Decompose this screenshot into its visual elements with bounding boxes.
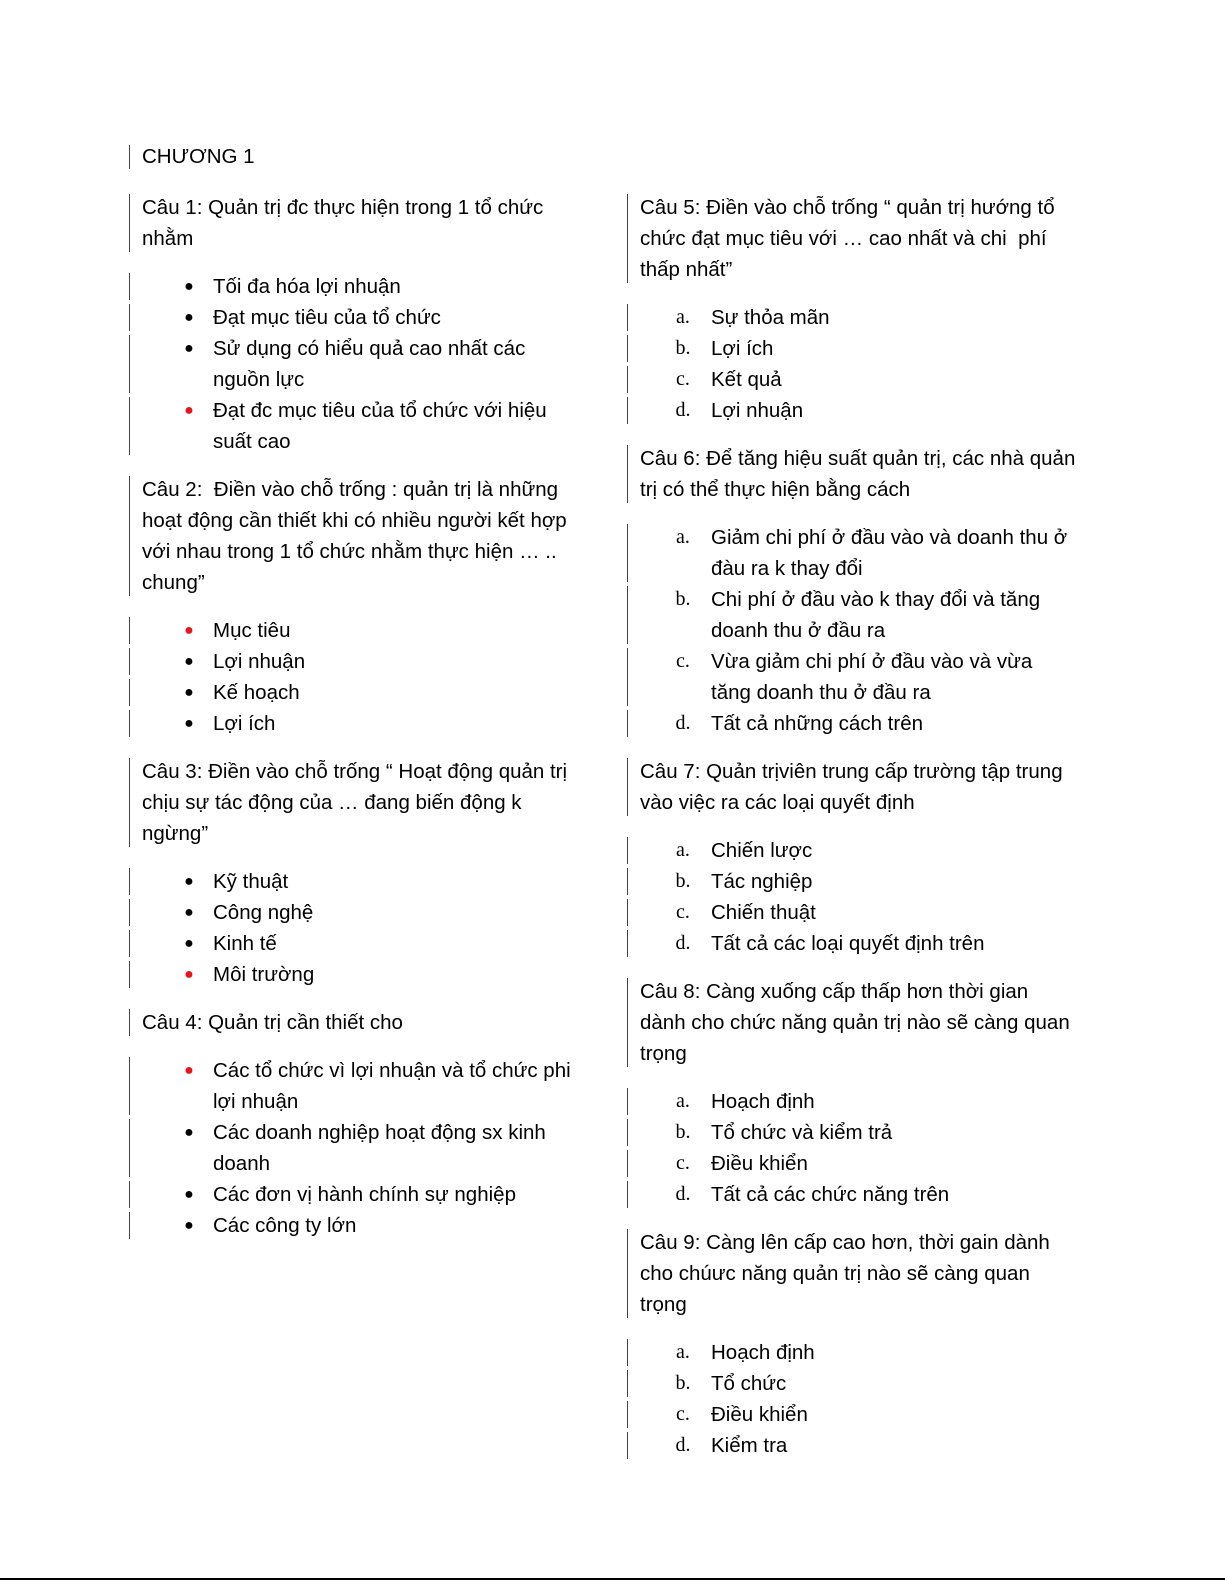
answer-option [129, 866, 579, 897]
question-text: Câu 3: Điền vào chỗ trống “ Hoạt động quản trị chịu sự tác động của … đang biến động k ngừng” [129, 756, 579, 849]
option-letter: a. [676, 1090, 690, 1112]
option-letter: b. [675, 1372, 691, 1394]
question-block [129, 1007, 579, 1241]
answer-option-text: Đạt đc mục tiêu của tổ chức với hiệu suất cao [213, 399, 547, 453]
answer-option [129, 708, 579, 739]
option-letter: b. [675, 870, 691, 892]
answer-option-text: Các đơn vị hành chính sự nghiệp [213, 1183, 516, 1206]
answer-option [627, 897, 1077, 928]
bullet-icon: ● [184, 309, 194, 326]
answer-option [129, 677, 579, 708]
answer-option-text: Tác nghiệp [711, 870, 813, 893]
bullet-icon: ● [184, 1186, 194, 1203]
bullet-icon: ● [184, 653, 194, 670]
question-text: Câu 7: Quản trịviên trung cấp trường tập trung vào việc ra các loại quyết định [627, 756, 1077, 818]
answer-option [627, 866, 1077, 897]
answer-option [627, 522, 1077, 584]
answer-option [129, 897, 579, 928]
bullet-icon: ● [184, 402, 194, 419]
answer-option-text: Kết quả [711, 368, 782, 391]
option-letter: d. [675, 399, 691, 421]
answer-option-text: Các tổ chức vì lợi nhuận và tổ chức phi lợi nhuận [213, 1059, 571, 1113]
answer-option-text: Sử dụng có hiểu quả cao nhất các nguồn lực [213, 337, 526, 391]
answer-option [627, 584, 1077, 646]
answer-option-text: Tất cả các loại quyết định trên [711, 932, 985, 955]
answer-option [627, 646, 1077, 708]
option-letter: a. [676, 306, 690, 328]
question-text: Câu 6: Để tăng hiệu suất quản trị, các nhà quản trị có thể thực hiện bằng cách [627, 443, 1077, 505]
chapter-title: CHƯƠNG 1 [129, 143, 255, 171]
question-block [627, 192, 1077, 426]
bullet-icon: ● [184, 1217, 194, 1234]
question-block [627, 443, 1082, 739]
answer-option [627, 1430, 1077, 1461]
answer-option-text: Sự thỏa mãn [711, 306, 830, 329]
answer-option [627, 928, 1077, 959]
bullet-icon: ● [184, 873, 194, 890]
answer-options-list [627, 302, 1077, 426]
answer-option [627, 395, 1077, 426]
answer-option [627, 1399, 1077, 1430]
answer-option-text: Công nghệ [213, 901, 314, 924]
answer-option [129, 271, 579, 302]
bullet-icon: ● [184, 715, 194, 732]
answer-option [627, 1368, 1077, 1399]
answer-option-text: Chiến thuật [711, 901, 816, 924]
question-text: Câu 2: Điền vào chỗ trống : quản trị là những hoạt động cần thiết khi có nhiều người kết hợp với nhau trong 1 tổ chức nhằm thực hiện … .. chung” [129, 474, 579, 598]
answer-option-text: Lợi nhuận [213, 650, 306, 673]
bullet-icon: ● [184, 966, 194, 983]
answer-option [627, 708, 1077, 739]
answer-option-text: Lợi nhuận [711, 399, 804, 422]
answer-option [627, 835, 1077, 866]
answer-option [129, 1179, 579, 1210]
option-letter: b. [675, 1121, 691, 1143]
answer-option-text: Kiểm tra [711, 1434, 788, 1457]
answer-option-text: Lợi ích [711, 337, 774, 360]
bullet-icon: ● [184, 1124, 194, 1141]
question-block [627, 1227, 1077, 1461]
bullet-icon: ● [184, 622, 194, 639]
answer-option [129, 302, 579, 333]
question-block [627, 976, 1077, 1210]
answer-options-list [627, 522, 1077, 739]
option-letter: a. [676, 1341, 690, 1363]
answer-option-text: Mục tiêu [213, 619, 291, 642]
answer-option-text: Điều khiển [711, 1152, 808, 1175]
option-letter: a. [676, 526, 690, 548]
option-letter: c. [676, 368, 690, 390]
right-column [627, 192, 1082, 1478]
answer-options-list [129, 271, 579, 457]
bullet-icon: ● [184, 340, 194, 357]
option-letter: a. [676, 839, 690, 861]
option-letter: d. [675, 1183, 691, 1205]
answer-option [627, 1179, 1077, 1210]
question-block [627, 756, 1077, 959]
answer-option [627, 364, 1077, 395]
answer-option-text: Giảm chi phí ở đầu vào và doanh thu ở đàu ra k thay đổi [711, 526, 1068, 580]
left-column [129, 192, 579, 1258]
bullet-icon: ● [184, 278, 194, 295]
question-text: Câu 4: Quản trị cần thiết cho [129, 1007, 579, 1038]
answer-options-list [129, 615, 579, 739]
question-text: Câu 9: Càng lên cấp cao hơn, thời gain dành cho chúưc năng quản trị nào sẽ càng quan trọng [627, 1227, 1077, 1320]
answer-option-text: Điều khiển [711, 1403, 808, 1426]
answer-option [627, 1148, 1077, 1179]
answer-option [129, 333, 579, 395]
answer-options-list [627, 835, 1077, 959]
answer-option-text: Tổ chức và kiểm trả [711, 1121, 893, 1144]
question-text: Câu 5: Điền vào chỗ trống “ quản trị hướng tổ chức đạt mục tiêu với … cao nhất và chi phí thấp nhất” [627, 192, 1077, 285]
answer-option [129, 615, 579, 646]
bullet-icon: ● [184, 904, 194, 921]
answer-option [129, 395, 579, 457]
question-block [129, 192, 579, 457]
answer-options-list [129, 1055, 579, 1241]
answer-option-text: Chiến lược [711, 839, 813, 862]
answer-option [129, 646, 579, 677]
answer-option-text: Chi phí ở đầu vào k thay đổi và tăng doanh thu ở đầu ra [711, 588, 1041, 642]
answer-options-list [129, 866, 579, 990]
answer-option [129, 928, 579, 959]
answer-options-list [627, 1086, 1077, 1210]
answer-option-text: Tất cả những cách trên [711, 712, 924, 735]
answer-option-text: Tất cả các chức năng trên [711, 1183, 950, 1206]
answer-option [129, 1210, 579, 1241]
answer-option [627, 1337, 1077, 1368]
answer-option-text: Hoạch định [711, 1341, 815, 1364]
option-letter: c. [676, 1152, 690, 1174]
option-letter: d. [675, 712, 691, 734]
bullet-icon: ● [184, 935, 194, 952]
answer-option [129, 959, 579, 990]
option-letter: b. [675, 588, 691, 610]
bullet-icon: ● [184, 1062, 194, 1079]
option-letter: c. [676, 1403, 690, 1425]
question-block [129, 756, 579, 990]
answer-option-text: Đạt mục tiêu của tổ chức [213, 306, 441, 329]
question-block [129, 474, 579, 739]
answer-option [129, 1055, 579, 1117]
answer-option-text: Kinh tế [213, 932, 277, 955]
option-letter: c. [676, 650, 690, 672]
answer-option-text: Kế hoạch [213, 681, 300, 704]
question-text: Câu 1: Quản trị đc thực hiện trong 1 tổ chức nhằm [129, 192, 579, 254]
bullet-icon: ● [184, 684, 194, 701]
answer-option-text: Tối đa hóa lợi nhuận [213, 275, 401, 298]
option-letter: d. [675, 1434, 691, 1456]
answer-option-text: Kỹ thuật [213, 870, 289, 893]
option-letter: b. [675, 337, 691, 359]
answer-option [627, 1117, 1077, 1148]
answer-option-text: Lợi ích [213, 712, 276, 735]
answer-option [627, 302, 1077, 333]
answer-option [129, 1117, 579, 1179]
question-text: Câu 8: Càng xuống cấp thấp hơn thời gian dành cho chức năng quản trị nào sẽ càng quan trọng [627, 976, 1077, 1069]
answer-option-text: Hoạch định [711, 1090, 815, 1113]
answer-option-text: Môi trường [213, 963, 315, 986]
answer-option-text: Các công ty lớn [213, 1214, 357, 1237]
answer-option-text: Vừa giảm chi phí ở đầu vào và vừa tăng doanh thu ở đầu ra [711, 650, 1033, 704]
answer-option-text: Các doanh nghiệp hoạt động sx kinh doanh [213, 1121, 546, 1175]
answer-options-list [627, 1337, 1077, 1461]
answer-option-text: Tổ chức [711, 1372, 787, 1395]
answer-option [627, 1086, 1077, 1117]
option-letter: c. [676, 901, 690, 923]
option-letter: d. [675, 932, 691, 954]
answer-option [627, 333, 1077, 364]
page-bottom-border [0, 1578, 1225, 1580]
